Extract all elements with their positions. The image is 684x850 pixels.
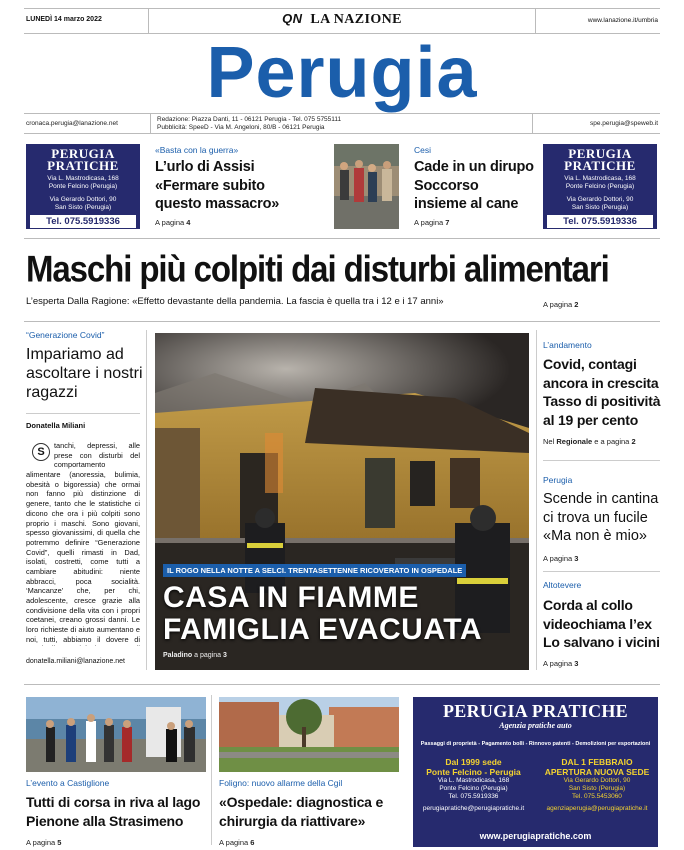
- pubblicita: Pubblicità: SpeeD - Via M. Angeloni, 80/B - 06121 Perugia: [157, 124, 325, 131]
- right2-page: A pagina 3: [543, 554, 579, 563]
- top-story1-title[interactable]: L’urlo di Assisi «Fermare subito questo massacro»: [155, 159, 280, 212]
- editorial-kicker: “Generazione Covid”: [26, 330, 105, 340]
- brand-logo: [150, 11, 534, 28]
- right3-kicker: Altotevere: [543, 580, 582, 590]
- qn-mark: QN: [282, 11, 303, 26]
- ad-big-right: DAL 1 FEBBRAIO APERTURA NUOVA SEDE Via Gerardo Dottori, 90 San Sisto (Perugia) Tel. 075.5453060 agenziaperugia@perugiapratiche.it: [544, 757, 650, 812]
- redazione: Redazione: Piazza Danti, 11 - 06121 Perugia - Tel. 075 5755111: [157, 116, 342, 123]
- issue-date: LUNEDÌ 14 marzo 2022: [26, 16, 102, 23]
- editorial-email[interactable]: donatella.miliani@lanazione.net: [26, 658, 125, 665]
- photo-story-headline-line2: FAMIGLIA EVACUATA: [163, 613, 483, 646]
- main-headline[interactable]: Maschi più colpiti dai disturbi alimentari: [26, 248, 609, 290]
- right3-page: A pagina 3: [543, 659, 579, 668]
- top-story2-title[interactable]: Cade in un dirupo Soccorso insieme al cane: [414, 159, 534, 212]
- photo-story-headline-line1: CASA IN FIAMME: [163, 581, 419, 614]
- main-subhead: L’esperta Dalla Ragione: «Effetto devastante della pandemia. La fascia è quella tra i 12 e i 17 anni»: [26, 296, 444, 307]
- photo-cesi: [334, 144, 399, 229]
- brand-name: LA NAZIONE: [310, 12, 402, 27]
- ad-perugia-pratiche-big[interactable]: [413, 697, 658, 847]
- dropcap: S: [32, 443, 50, 461]
- right1-page: Nel Regionale e a pagina 2: [543, 437, 636, 446]
- ad-big-web[interactable]: www.perugiapratiche.com: [479, 831, 592, 841]
- ad-big-title: PERUGIA PRATICHE: [443, 701, 628, 721]
- ad-perugia-pratiche-left[interactable]: PERUGIA PRATICHE Via L. Mastrodicasa, 168 Ponte Felcino (Perugia) Via Gerardo Dottori, 90 San Sisto (Perugia) Tel. 075.5919336: [26, 144, 140, 229]
- top-story1-page: A pagina 4: [155, 218, 191, 227]
- editorial-title[interactable]: Impariamo ad ascoltare i nostri ragazzi: [26, 346, 143, 401]
- ad-big-left: Dal 1999 sede Ponte Felcino - Perugia Via L. Mastrodicasa, 168 Ponte Felcino (Perugia) Tel. 075.5919336 perugiapratiche@perugiapratiche.it: [422, 757, 525, 812]
- photo-story-byline: Paladino a pagina 3: [163, 652, 227, 659]
- right2-title[interactable]: Scende in cantina ci trova un fucile «Ma non è mio»: [543, 491, 659, 544]
- bottom2-page: A pagina 6: [219, 838, 255, 847]
- ad-big-services: Passaggi di proprietà - Pagamento bolli - Rinnovo patenti - Demolizioni per esportazioni: [420, 741, 651, 747]
- right1-kicker: L’andamento: [543, 340, 592, 350]
- ad-big-subtitle: Agenzia pratiche auto: [499, 721, 572, 730]
- right1-title[interactable]: Covid, contagi ancora in crescita Tasso di positività al 19 per cento: [543, 356, 661, 428]
- photo-foligno: [219, 697, 399, 772]
- bottom1-kicker: L’evento a Castiglione: [26, 778, 110, 788]
- top-story2-page: A pagina 7: [414, 218, 450, 227]
- photo-story-headline[interactable]: [163, 582, 482, 646]
- email-right[interactable]: spe.perugia@speweb.it: [589, 120, 658, 127]
- main-page: A pagina 2: [543, 300, 579, 309]
- top-story2-kicker: Cesi: [414, 145, 432, 155]
- editorial-author: Donatella Miliani: [26, 421, 86, 430]
- city-title: Perugia: [206, 33, 478, 113]
- right2-kicker: Perugia: [543, 475, 573, 485]
- photo-story-kicker: IL ROGO NELLA NOTTE A SELCI. TRENTASETTENNE RICOVERATO IN OSPEDALE: [163, 564, 466, 577]
- top-story1-kicker: «Basta con la guerra»: [155, 145, 239, 155]
- site-url[interactable]: www.lanazione.it/umbria: [587, 17, 658, 24]
- right3-title[interactable]: Corda al collo videochiama l’ex Lo salvano i vicini: [543, 597, 660, 650]
- editorial-body: S tanchi, depressi, alle prese con disturbi del comportamento alimentare (anoressia, bulimia, obesità o bigoressia) che ormai non fanno più distinzione di genere, tanto che le statistiche ci dicono che ora i più colpiti sono proprio i maschi. Sono giovani, spesso giovanissimi, di quella che potremmo definire “Generazione Covid”, quelli rimasti in Dad, isolati, costretti, come tutti a cambiare abitudini: niente abbracci, poca socialità. ‘Mancanze’ che, per chi, adolescente, cresce grazie alla condivisione della vita con i propri coetanei, creano grossi danni. Le loro richieste di aiuto aumentano e noi, tutti, abbiamo il dovere di: [26, 441, 140, 644]
- bottom2-kicker: Foligno: nuovo allarme della Cgil: [219, 778, 343, 788]
- email-left[interactable]: cronaca.perugia@lanazione.net: [26, 120, 118, 127]
- photo-castiglione: [26, 697, 206, 772]
- ad-perugia-pratiche-right[interactable]: PERUGIA PRATICHE Via L. Mastrodicasa, 168 Ponte Felcino (Perugia) Via Gerardo Dottori, 90 San Sisto (Perugia) Tel. 075.5919336: [543, 144, 657, 229]
- bottom1-title[interactable]: Tutti di corsa in riva al lago Pienone alla Strasimeno: [26, 794, 201, 829]
- bottom1-page: A pagina 5: [26, 838, 62, 847]
- bottom2-title[interactable]: «Ospedale: diagnostica e chirurgia da riattivare»: [219, 794, 384, 829]
